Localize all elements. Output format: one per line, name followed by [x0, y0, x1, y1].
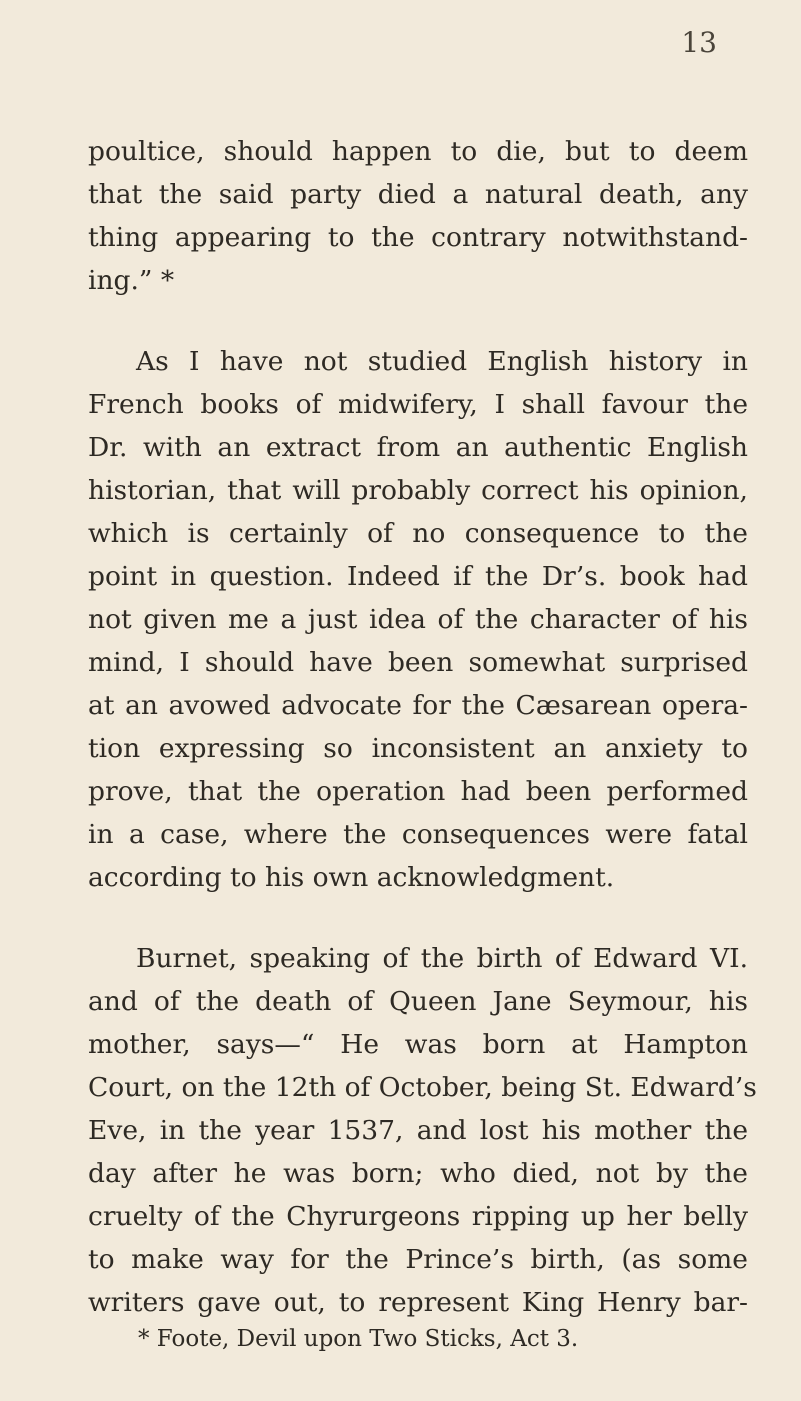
text-line: and of the death of Queen Jane Seymour, his	[88, 986, 748, 1017]
text-line: mind, I should have been somewhat surprised	[88, 647, 748, 678]
text-line: to make way for the Prince’s birth, (as some	[88, 1244, 748, 1275]
paragraph-3	[88, 937, 757, 1324]
text-line: prove, that the operation had been performed	[88, 776, 748, 807]
text-line: in a case, where the consequences were fatal	[88, 819, 748, 850]
paragraph-2	[88, 340, 748, 899]
text-line: that the said party died a natural death, any	[88, 179, 748, 210]
text-line: day after he was born; who died, not by the	[88, 1158, 748, 1189]
text-line: Dr. with an extract from an authentic English	[88, 432, 748, 463]
text-line: Eve, in the year 1537, and lost his mother the	[88, 1115, 748, 1146]
text-line: poultice, should happen to die, but to deem	[88, 136, 748, 167]
text-line: Court, on the 12th of October, being St. Edward’s	[88, 1072, 757, 1103]
text-line: writers gave out, to represent King Henry bar-	[88, 1287, 748, 1318]
text-line: not given me a just idea of the character of his	[88, 604, 748, 635]
page-number: 13	[681, 26, 717, 59]
text-line: point in question. Indeed if the Dr’s. book had	[88, 561, 748, 592]
text-line: ing.” *	[88, 265, 175, 296]
text-line: according to his own acknowledgment.	[88, 862, 615, 893]
text-line: tion expressing so inconsistent an anxiety to	[88, 733, 748, 764]
text-line: at an avowed advocate for the Cæsarean opera-	[88, 690, 748, 721]
text-line: French books of midwifery, I shall favour the	[88, 389, 748, 420]
body-text	[88, 130, 757, 1324]
paragraph-1	[88, 130, 748, 302]
text-line: Burnet, speaking of the birth of Edward VI.	[136, 943, 748, 974]
text-line: thing appearing to the contrary notwithstand-	[88, 222, 748, 253]
text-line: mother, says—“ He was born at Hampton	[88, 1029, 748, 1060]
text-line: cruelty of the Chyrurgeons ripping up her belly	[88, 1201, 748, 1232]
footnote: * Foote, Devil upon Two Sticks, Act 3.	[138, 1326, 579, 1352]
text-line: historian, that will probably correct his opinion,	[88, 475, 748, 506]
text-line: which is certainly of no consequence to the	[88, 518, 748, 549]
text-line: As I have not studied English history in	[136, 346, 748, 377]
